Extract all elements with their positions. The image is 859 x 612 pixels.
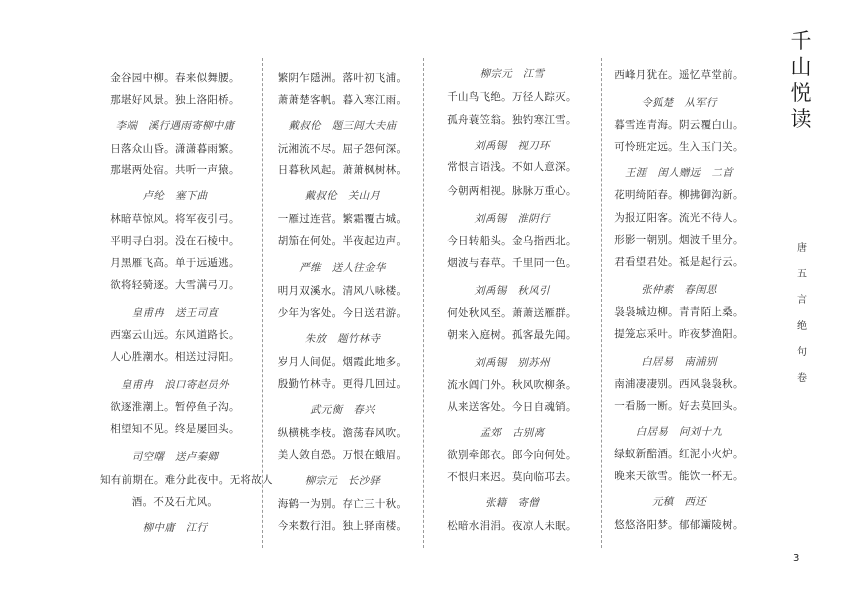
title-character: 千 xyxy=(790,29,812,53)
poem-line: 胡笳在何处。半夜起边声。 xyxy=(277,235,408,247)
poem-line: 松暗水涓涓。夜凉人未眠。 xyxy=(447,520,577,532)
poem-line: 殷勤竹林寺。更得几回过。 xyxy=(277,378,408,390)
poem-title: 白居易 南浦别 xyxy=(641,356,717,368)
page-number: 3 xyxy=(793,553,800,564)
poem-line: 西峰月犹在。遥忆草堂前。 xyxy=(614,69,744,81)
poem-line: 花明绮陌春。柳拂御沟新。 xyxy=(614,189,744,201)
poem-line: 岁月人间促。烟霞此地多。 xyxy=(277,356,408,368)
poem-line: 绿蚁新醅酒。红泥小火炉。 xyxy=(614,448,744,460)
poem-title: 令狐楚 从军行 xyxy=(641,97,717,109)
poem-line: 平明寻白羽。没在石棱中。 xyxy=(110,235,240,247)
poem-line: 少年为客处。今日送君游。 xyxy=(277,307,408,319)
poem-line: 常恨言语浅。不如人意深。 xyxy=(447,161,577,173)
poem-column-4 xyxy=(604,52,754,552)
subtitle-character: 言 xyxy=(797,295,807,306)
poem-line: 南浦凄凄别。西风袅袅秋。 xyxy=(614,378,744,390)
poem-line: 繁阴乍隱洲。落叶初飞浦。 xyxy=(277,72,408,84)
poem-line: 可怜班定远。生入玉门关。 xyxy=(614,141,744,153)
poem-title: 皇甫冉 送王司直 xyxy=(131,307,219,319)
poem-line: 相望知不见。终是屡回头。 xyxy=(110,423,240,435)
poem-title: 戴叔伦 关山月 xyxy=(304,190,381,202)
poem-title: 刘禹锡 秋风引 xyxy=(474,285,550,297)
poem-title: 司空曙 送卢秦卿 xyxy=(131,451,219,463)
poem-title: 刘禹锡 视刀环 xyxy=(474,140,550,152)
poem-title: 严维 送人往金华 xyxy=(299,262,386,274)
poem-line: 那堪好风景。独上洛阳桥。 xyxy=(110,94,240,106)
poem-title: 柳宗元 长沙驿 xyxy=(304,475,381,487)
poem-line: 明月双溪水。清风八咏楼。 xyxy=(277,285,408,297)
poem-line: 日落众山昏。潇潇暮雨繁。 xyxy=(110,143,240,155)
poem-line: 暮雪连青海。阴云覆白山。 xyxy=(614,119,744,131)
poem-title: 朱放 题竹林寺 xyxy=(304,333,381,345)
column-divider xyxy=(423,58,424,548)
title-character: 读 xyxy=(790,107,812,131)
poem-line: 西塞云山远。东风道路长。 xyxy=(110,329,240,341)
poem-line: 日暮秋风起。萧萧枫树林。 xyxy=(277,164,408,176)
poem-line: 林暗草惊风。将军夜引弓。 xyxy=(110,213,240,225)
poem-title: 柳中庸 江行 xyxy=(142,522,208,534)
subtitle-character: 卷 xyxy=(797,373,807,384)
poem-line: 一雁过连营。繁霜覆古城。 xyxy=(277,213,408,225)
poem-title: 卢纶 塞下曲 xyxy=(142,190,208,202)
subtitle-character: 唐 xyxy=(797,243,807,254)
poem-line: 欲逐淮潮上。暂停鱼子沟。 xyxy=(110,401,240,413)
poem-line: 孤舟蓑笠翁。独钓寒江雪。 xyxy=(447,114,577,126)
poem-line: 纵横桃李枝。澹荡春风吹。 xyxy=(277,427,408,439)
poem-line: 月黑雁飞高。单于远遁逃。 xyxy=(110,257,240,269)
poem-line: 人心胜潮水。相送过浔阳。 xyxy=(110,351,240,363)
poem-column-3 xyxy=(432,52,592,552)
poem-title: 刘禹锡 别苏州 xyxy=(474,357,550,369)
poem-title: 张仲素 春闺思 xyxy=(641,284,717,296)
poem-line: 何处秋风至。萧萧送雁群。 xyxy=(447,307,577,319)
poem-line: 朝来入庭树。孤客最先闻。 xyxy=(447,329,577,341)
poem-line: 流水阊门外。秋风吹柳条。 xyxy=(447,379,577,391)
book-title xyxy=(790,28,812,132)
subtitle-character: 句 xyxy=(797,347,807,358)
poem-line: 欲别牵郎衣。郎今向何处。 xyxy=(447,449,577,461)
poem-title: 李端 溪行遇雨寄柳中庸 xyxy=(115,120,235,132)
poem-line: 美人敛自恐。万恨在蛾眉。 xyxy=(277,449,408,461)
poem-title: 王涯 闺人赠远 二首 xyxy=(625,167,733,179)
poem-line: 今来数行泪。独上驿南楼。 xyxy=(277,520,408,532)
poem-title: 张籍 寄僧 xyxy=(485,497,539,509)
poem-line: 海鹤一为别。存亡三十秋。 xyxy=(277,498,408,510)
title-character: 悦 xyxy=(790,81,812,105)
subtitle-character: 五 xyxy=(797,269,807,280)
column-divider xyxy=(262,58,263,548)
poem-line: 烟波与春草。千里同一色。 xyxy=(447,257,577,269)
poem-title: 孟郊 古别离 xyxy=(479,427,545,439)
volume-subtitle xyxy=(796,236,808,392)
poem-title: 刘禹锡 淮阴行 xyxy=(474,213,550,225)
poem-line: 酒。不及石尤风。 xyxy=(131,496,219,508)
poem-line: 提笼忘采叶。昨夜梦渔阳。 xyxy=(614,328,744,340)
poem-line: 今朝两相视。脉脉万重心。 xyxy=(447,185,577,197)
poem-title: 白居易 问刘十九 xyxy=(635,426,723,438)
poem-line: 君看望君处。祗是起行云。 xyxy=(614,256,744,268)
poem-line: 金谷园中柳。春来似舞腰。 xyxy=(110,72,240,84)
poem-line: 晚来天欲雪。能饮一杯无。 xyxy=(614,470,744,482)
poem-title: 武元衡 春兴 xyxy=(310,404,375,416)
poem-line: 袅袅城边柳。青青陌上桑。 xyxy=(614,306,744,318)
poem-line: 形影一朝别。烟波千里分。 xyxy=(614,234,744,246)
poem-line: 欲将轻骑逐。大雪满弓刀。 xyxy=(110,279,240,291)
poem-line: 知有前期在。难分此夜中。无将故人 xyxy=(100,474,273,486)
poem-line: 萧萧楚客帆。暮入寒江雨。 xyxy=(277,94,408,106)
poem-line: 悠悠洛阳梦。郁郁灞陵树。 xyxy=(614,519,744,531)
poem-title: 皇甫冉 浪口寄赵员外 xyxy=(121,379,229,391)
poem-line: 从来送客处。今日自魂销。 xyxy=(447,401,577,413)
poem-line: 沅湘流不尽。屈子怨何深。 xyxy=(277,143,408,155)
poem-column-2 xyxy=(265,52,420,552)
poem-line: 千山鸟飞绝。万径人踪灭。 xyxy=(447,91,577,103)
poem-line: 一看肠一断。好去莫回头。 xyxy=(614,400,744,412)
column-divider xyxy=(601,58,602,548)
poem-line: 今日转船头。金乌指西北。 xyxy=(447,235,577,247)
poem-title: 戴叔伦 题三闾大夫庙 xyxy=(288,120,397,132)
poem-title: 柳宗元 江雪 xyxy=(479,68,545,80)
poem-title: 元稹 西还 xyxy=(652,496,706,508)
poem-line: 那堪两处宿。共听一声猿。 xyxy=(110,164,240,176)
poem-line: 为报辽阳客。流光不待人。 xyxy=(614,212,744,224)
title-character: 山 xyxy=(790,55,812,79)
poem-column-1 xyxy=(100,52,273,552)
subtitle-character: 绝 xyxy=(797,321,807,332)
poem-line: 不恨归来迟。莫向临邛去。 xyxy=(447,471,577,483)
